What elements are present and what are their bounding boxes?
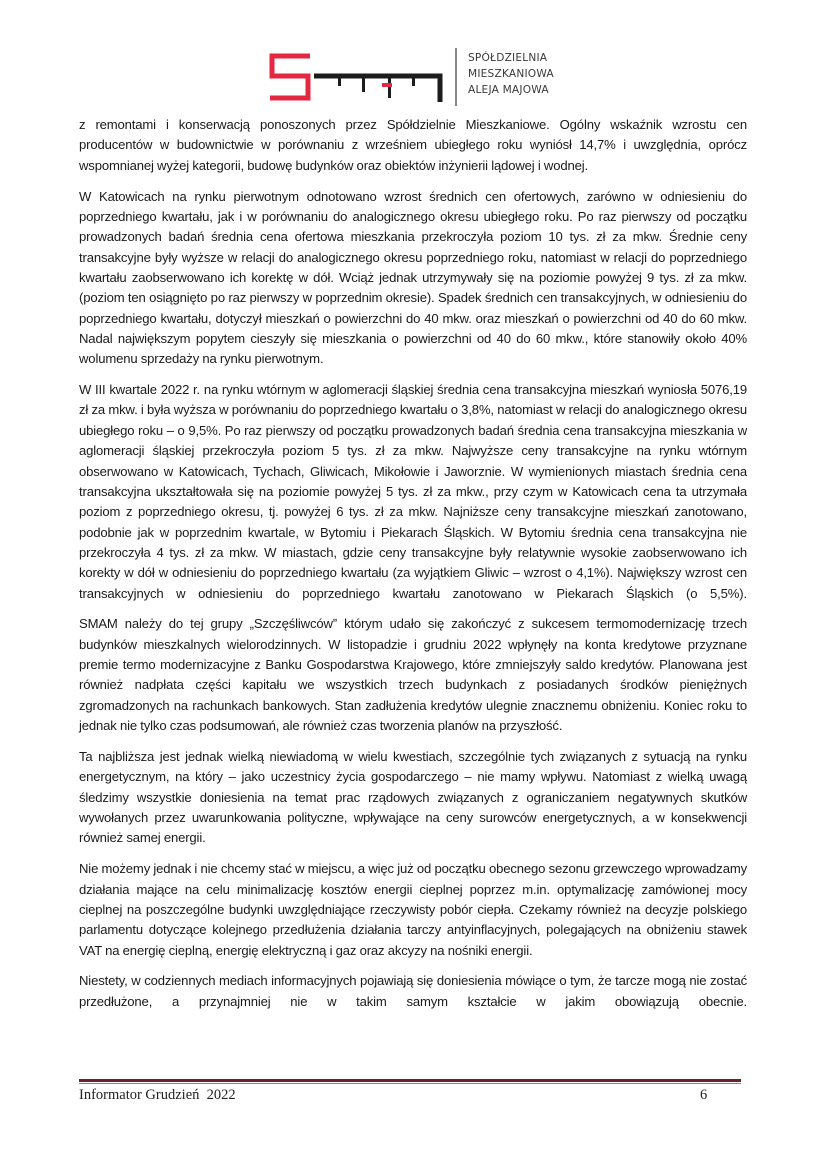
- paragraph: Ta najbliższa jest jednak wielką niewiadomą w wielu kwestiach, szczególnie tych związanych z sytuacją na rynku energetycznym, na który – jako uczestnicy życia gospodarczego – nie mamy wpływu. Natomiast z wielką uwagą śledzimy wszystkie doniesienia na temat prac rządowych związanych z ograniczaniem negatywnych skutków wywołanych przez uwarunkowania polityczne, wpływające na ceny surowców energetycznych, a w konsekwencji również samej energii.: [79, 748, 747, 846]
- paragraph: Niestety, w codziennych mediach informacyjnych pojawiają się doniesienia mówiące o tym, że tarcze mogą nie zostać przedłużone, a przynajmniej nie w takim samym kształcie w jakim obowiązują obecnie.: [79, 973, 747, 1009]
- paragraph: Nie możemy jednak i nie chcemy stać w miejscu, a więc już od początku obecnego sezonu grzewczego wprowadzamy działania mające na celu minimalizację kosztów energii cieplnej poprzez m.in. optymalizację zamówionej mocy cieplnej na poszczególne budynki uwzględniające rzeczywisty pobór ciepła. Czekamy również na decyzje polskiego parlamentu dotyczące kolejnego przedłużenia działania tarczy antyinflacyjnych, polegających na obniżeniu stawek VAT na energię cieplną, energię elektryczną i gaz oraz akcyzy na nośniki energii.: [79, 861, 747, 958]
- footer-rule: [79, 1079, 741, 1082]
- article-body: [79, 115, 747, 1023]
- logo-line: MIESZKANIOWA: [468, 68, 554, 80]
- paragraph: W Katowicach na rynku pierwotnym odnotowano wzrost średnich cen ofertowych, zarówno w odniesieniu do poprzedniego kwartału, jak i w porównaniu do analogicznego okresu ubiegłego roku. Po raz pierwszy od początku prowadzonych badań średnia cena ofertowa mieszkania przekroczyła poziom 10 tys. zł za mkw. Średnie ceny transakcyjne były wyższe w relacji do analogicznego okresu poprzedniego roku, natomiast w relacji do poprzedniego kwartału zaobserwowano ich korektę w dół. Wciąż jednak utrzymywały się na poziomie powyżej 9 tys. zł za mkw. (poziom ten osiągnięto po raz pierwszy w poprzednim okresie). Spadek średnich cen transakcyjnych, w odniesieniu do poprzedniego kwartału, dotyczył mieszkań o powierzchni do 40 mkw. oraz mieszkań o powierzchni od 40 do 60 mkw. Nadal największym popytem cieszyły się mieszkania o powierzchni od 40 do 60 mkw., które stanowiły około 40% wolumenu sprzedaży na rynku pierwotnym.: [79, 188, 747, 367]
- paragraph: SMAM należy do tej grupy „Szczęśliwców” którym udało się zakończyć z sukcesem termomodernizację trzech budynków mieszkalnych wielorodzinnych. W listopadzie i grudniu 2022 wpłynęły na konta kredytowe przyznane premie termo modernizacyjne z Banku Gospodarstwa Krajowego, które zmniejszyły saldo kredytów. Planowana jest również nadpłata części kapitału we wszystkich trzech budynkach z posiadanych środków pieniężnych zgromadzonych na rachunkach bankowych. Stan zadłużenia kredytów ulegnie znacznemu obniżeniu. Koniec roku to jednak nie tylko czas podsumowań, ale również czas tworzenia planów na przyszłość.: [79, 616, 747, 734]
- logo-line: ALEJA MAJOWA: [468, 84, 549, 96]
- smam-logo-mark-icon: [266, 46, 466, 110]
- footer-title: Informator Grudzień 2022: [79, 1087, 236, 1103]
- paragraph: z remontami i konserwacją ponoszonych przez Spółdzielnie Mieszkaniowe. Ogólny wskaźnik wzrostu cen producentów w budownictwie w porównaniu z wrześniem ubiegłego roku wyniósł 14,7% i uwzględnia, oprócz wspomnianej wyżej kategorii, budowę budynków oraz obiektów inżynierii lądowej i wodnej.: [79, 117, 747, 173]
- footer-rule-thin: [79, 1083, 741, 1084]
- logo-wordmark: [468, 50, 554, 98]
- paragraph: W III kwartale 2022 r. na rynku wtórnym w aglomeracji śląskiej średnia cena transakcyjna mieszkań wyniosła 5076,19 zł za mkw. i była wyższa w porównaniu do poprzedniego kwartału o 3,8%, natomiast w relacji do analogicznego okresu ubiegłego roku – o 9,5%. Po raz pierwszy od początku prowadzonych badań średnia cena transakcyjna mieszkania w aglomeracji śląskiej przekroczyła poziom 5 tys. zł za mkw. Najwyższe ceny transakcyjne na rynku wtórnym obserwowano w Katowicach, Tychach, Gliwicach, Mikołowie i Jaworznie. W wymienionych miastach średnia cena transakcyjna ukształtowała się na poziomie powyżej 5 tys. zł za mkw., przy czym w Katowicach cena ta utrzymała poziom z poprzedniego okresu, tj. powyżej 6 tys. zł za mkw. Najniższe ceny transakcyjne mieszkań zanotowano, podobnie jak w poprzednim kwartale, w Bytomiu i Piekarach Śląskich. W Bytomiu średnia cena transakcyjna nie przekroczyła 4 tys. zł za mkw. W miastach, gdzie ceny transakcyjne były relatywnie wysokie zaobserwowano ich korekty w dół w odniesieniu do poprzedniego kwartału (za wyjątkiem Gliwic – wzrost o 4,1%). Największy wzrost cen transakcyjnych w odniesieniu do poprzedniego kwartału zanotowano w Piekarach Śląskich (o 5,5%).: [79, 382, 747, 601]
- smam-logo: [266, 46, 586, 110]
- logo-line: SPÓŁDZIELNIA: [468, 52, 548, 64]
- page-number: 6: [700, 1087, 708, 1103]
